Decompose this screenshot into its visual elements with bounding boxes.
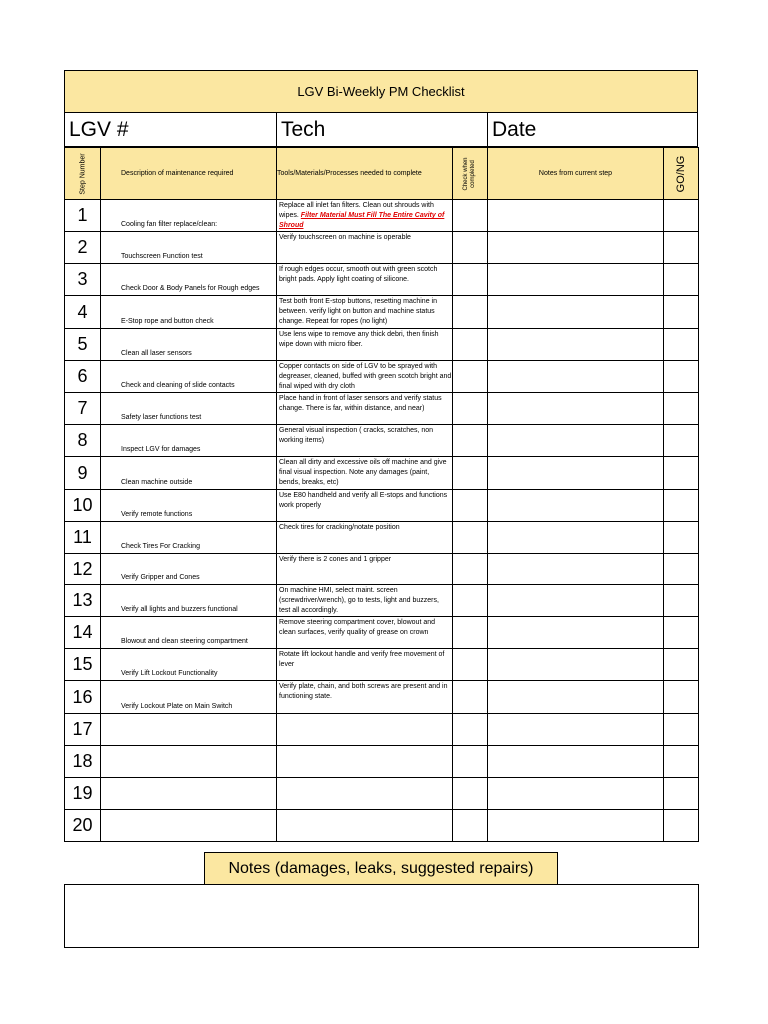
- maintenance-description: Verify remote functions: [101, 490, 277, 522]
- maintenance-description: Check and cleaning of slide contacts: [101, 361, 277, 393]
- checklist-row: [65, 329, 699, 361]
- tools-procedure: [277, 585, 453, 617]
- tools-text: Test both front E-stop buttons, resetting machine in between. verify light on button and machine status change. Repeat for ropes (no light): [279, 298, 437, 325]
- tools-procedure: [277, 522, 453, 554]
- notes-section-title: Notes (damages, leaks, suggested repairs): [204, 852, 558, 884]
- tools-procedure: [277, 232, 453, 264]
- step-notes-field[interactable]: [488, 329, 664, 361]
- step-number: 10: [65, 490, 101, 522]
- step-number: 12: [65, 554, 101, 585]
- checklist-row: [65, 490, 699, 522]
- column-header-row: [65, 148, 699, 200]
- checklist-row: [65, 778, 699, 810]
- tools-procedure: [277, 746, 453, 778]
- completed-checkbox[interactable]: [453, 746, 488, 778]
- tools-text: General visual inspection ( cracks, scratches, non working items): [279, 427, 434, 444]
- maintenance-description: Blowout and clean steering compartment: [101, 617, 277, 649]
- tools-text: Verify there is 2 cones and 1 gripper: [279, 556, 392, 563]
- checklist-row: [65, 393, 699, 425]
- completed-checkbox[interactable]: [453, 522, 488, 554]
- tools-procedure: [277, 329, 453, 361]
- maintenance-description: Verify Lift Lockout Functionality: [101, 649, 277, 681]
- step-number: 16: [65, 681, 101, 714]
- go-ng-field[interactable]: [664, 296, 699, 329]
- tools-procedure: [277, 296, 453, 329]
- checklist-row: [65, 264, 699, 296]
- tools-procedure: [277, 490, 453, 522]
- step-number: 2: [65, 232, 101, 264]
- checklist-row: [65, 296, 699, 329]
- completed-checkbox[interactable]: [453, 778, 488, 810]
- tools-procedure: [277, 649, 453, 681]
- step-number: 9: [65, 457, 101, 490]
- completed-checkbox[interactable]: [453, 264, 488, 296]
- checklist-row: [65, 522, 699, 554]
- go-ng-field[interactable]: [664, 649, 699, 681]
- maintenance-description: Safety laser functions test: [101, 393, 277, 425]
- step-number: 4: [65, 296, 101, 329]
- go-ng-field[interactable]: [664, 232, 699, 264]
- checklist-row: [65, 681, 699, 714]
- step-notes-field[interactable]: [488, 393, 664, 425]
- step-notes-field[interactable]: [488, 746, 664, 778]
- tools-text: Rotate lift lockout handle and verify free movement of lever: [279, 651, 445, 668]
- go-ng-field[interactable]: [664, 554, 699, 585]
- tools-procedure: [277, 457, 453, 490]
- checklist-row: [65, 232, 699, 264]
- step-number: 6: [65, 361, 101, 393]
- step-notes-field[interactable]: [488, 585, 664, 617]
- step-number: 19: [65, 778, 101, 810]
- checklist-row: [65, 714, 699, 746]
- date-field[interactable]: Date: [492, 117, 537, 141]
- tools-text: Remove steering compartment cover, blowout and clean surfaces, verify quality of grease on crown: [279, 619, 436, 636]
- checklist-row: [65, 617, 699, 649]
- maintenance-description: E-Stop rope and button check: [101, 296, 277, 329]
- tools-procedure: [277, 681, 453, 714]
- tools-text: Clean all dirty and excessive oils off machine and give final visual inspection. Note any damages (paint, bends, breaks, etc): [279, 459, 447, 486]
- checklist-title: LGV Bi-Weekly PM Checklist: [64, 70, 698, 113]
- completed-checkbox[interactable]: [453, 714, 488, 746]
- maintenance-description: Verify all lights and buzzers functional: [101, 585, 277, 617]
- lgv-number-field[interactable]: LGV #: [65, 113, 277, 146]
- checklist-row: [65, 554, 699, 585]
- tools-procedure: [277, 264, 453, 296]
- completed-checkbox[interactable]: [453, 554, 488, 585]
- completed-checkbox[interactable]: [453, 617, 488, 649]
- go-ng-field[interactable]: [664, 681, 699, 714]
- tools-text: Use lens wipe to remove any thick debri, then finish wipe down with micro fiber.: [279, 331, 439, 348]
- checklist-row: [65, 200, 699, 232]
- gong-header: GO/NG: [664, 148, 699, 200]
- checklist-row: [65, 457, 699, 490]
- step-number: 17: [65, 714, 101, 746]
- go-ng-field[interactable]: [664, 714, 699, 746]
- step-number-header: Step Number: [65, 148, 101, 200]
- step-notes-field[interactable]: [488, 264, 664, 296]
- completed-checkbox[interactable]: [453, 457, 488, 490]
- step-notes-field[interactable]: [488, 714, 664, 746]
- step-notes-field[interactable]: [488, 425, 664, 457]
- maintenance-description: Clean machine outside: [101, 457, 277, 490]
- maintenance-description: Cooling fan filter replace/clean:: [101, 200, 277, 232]
- step-notes-field[interactable]: [488, 490, 664, 522]
- go-ng-field[interactable]: [664, 746, 699, 778]
- maintenance-description: [101, 746, 277, 778]
- maintenance-description: [101, 778, 277, 810]
- step-number: 5: [65, 329, 101, 361]
- step-notes-field[interactable]: [488, 361, 664, 393]
- tools-procedure: [277, 617, 453, 649]
- step-notes-field[interactable]: [488, 681, 664, 714]
- maintenance-description: Check Tires For Cracking: [101, 522, 277, 554]
- step-number: 13: [65, 585, 101, 617]
- tools-procedure: [277, 778, 453, 810]
- go-ng-field[interactable]: [664, 329, 699, 361]
- maintenance-description: Verify Gripper and Cones: [101, 554, 277, 585]
- completed-checkbox[interactable]: [453, 200, 488, 232]
- tools-text: Check tires for cracking/notate position: [279, 524, 400, 531]
- check-header: Check when completed: [453, 148, 488, 200]
- completed-checkbox[interactable]: [453, 232, 488, 264]
- tools-text: Replace all inlet fan filters. Clean out shrouds with wipes.: [279, 202, 434, 219]
- go-ng-field[interactable]: [664, 778, 699, 810]
- tools-text: Place hand in front of laser sensors and verify status change. There is far, within distance, and near): [279, 395, 442, 412]
- completed-checkbox[interactable]: [453, 296, 488, 329]
- description-header: Description of maintenance required: [101, 148, 277, 200]
- tools-text: If rough edges occur, smooth out with green scotch bright pads. Apply light coating of silicone.: [279, 266, 438, 283]
- step-notes-field[interactable]: [488, 649, 664, 681]
- maintenance-description: Clean all laser sensors: [101, 329, 277, 361]
- step-number: 14: [65, 617, 101, 649]
- tech-field[interactable]: Tech: [277, 113, 488, 146]
- checklist-row: [65, 425, 699, 457]
- go-ng-field[interactable]: [664, 490, 699, 522]
- tools-text: On machine HMI, select maint. screen (screwdriver/wrench), go to tests, light and buzzers, test all accordingly.: [279, 587, 439, 614]
- completed-checkbox[interactable]: [453, 490, 488, 522]
- maintenance-description: [101, 714, 277, 746]
- notes-textarea[interactable]: [64, 884, 699, 948]
- tools-text: Copper contacts on side of LGV to be sprayed with degreaser, cleaned, buffed with green scotch bright and final wiped with dry cloth: [279, 363, 452, 390]
- step-notes-field[interactable]: [488, 522, 664, 554]
- tools-procedure: [277, 425, 453, 457]
- step-notes-field[interactable]: [488, 554, 664, 585]
- completed-checkbox[interactable]: [453, 329, 488, 361]
- step-notes-field[interactable]: [488, 810, 664, 842]
- maintenance-description: Verify Lockout Plate on Main Switch: [101, 681, 277, 714]
- go-ng-field[interactable]: [664, 522, 699, 554]
- maintenance-description: [101, 810, 277, 842]
- go-ng-field[interactable]: [664, 200, 699, 232]
- step-notes-field[interactable]: [488, 200, 664, 232]
- checklist-row: [65, 361, 699, 393]
- step-notes-field[interactable]: [488, 617, 664, 649]
- step-notes-field[interactable]: [488, 232, 664, 264]
- completed-checkbox[interactable]: [453, 649, 488, 681]
- notes-header: Notes from current step: [488, 148, 664, 200]
- maintenance-description: Inspect LGV for damages: [101, 425, 277, 457]
- tools-procedure: [277, 810, 453, 842]
- tools-procedure: [277, 554, 453, 585]
- checklist-row: [65, 746, 699, 778]
- go-ng-field[interactable]: [664, 361, 699, 393]
- checklist-row: [65, 810, 699, 842]
- tools-text: Use E80 handheld and verify all E-stops and functions work properly: [279, 492, 448, 509]
- tools-procedure: [277, 714, 453, 746]
- go-ng-field[interactable]: [664, 585, 699, 617]
- tools-text: Verify plate, chain, and both screws are present and in functioning state.: [279, 683, 448, 700]
- completed-checkbox[interactable]: [453, 425, 488, 457]
- step-number: 15: [65, 649, 101, 681]
- step-number: 20: [65, 810, 101, 842]
- step-number: 7: [65, 393, 101, 425]
- checklist-table: [64, 147, 699, 842]
- maintenance-description: Touchscreen Function test: [101, 232, 277, 264]
- tools-procedure: [277, 200, 453, 232]
- tools-text: Verify touchscreen on machine is operable: [279, 234, 411, 241]
- step-notes-field[interactable]: [488, 778, 664, 810]
- tools-header: Tools/Materials/Processes needed to complete: [277, 148, 453, 200]
- go-ng-field[interactable]: [664, 425, 699, 457]
- step-number: 8: [65, 425, 101, 457]
- maintenance-description: Check Door & Body Panels for Rough edges: [101, 264, 277, 296]
- step-number: 3: [65, 264, 101, 296]
- completed-checkbox[interactable]: [453, 361, 488, 393]
- step-number: 1: [65, 200, 101, 232]
- tools-procedure: [277, 393, 453, 425]
- tools-warning-text: Filter Material Must Fill The Entire Cavity of Shroud: [279, 212, 445, 229]
- checklist-row: [65, 649, 699, 681]
- go-ng-field[interactable]: [664, 457, 699, 490]
- go-ng-field[interactable]: [664, 393, 699, 425]
- info-header-row: [64, 113, 698, 147]
- completed-checkbox[interactable]: [453, 810, 488, 842]
- completed-checkbox[interactable]: [453, 585, 488, 617]
- tools-procedure: [277, 361, 453, 393]
- go-ng-field[interactable]: [664, 617, 699, 649]
- go-ng-field[interactable]: [664, 264, 699, 296]
- step-notes-field[interactable]: [488, 296, 664, 329]
- go-ng-field[interactable]: [664, 810, 699, 842]
- completed-checkbox[interactable]: [453, 681, 488, 714]
- step-notes-field[interactable]: [488, 457, 664, 490]
- step-number: 18: [65, 746, 101, 778]
- step-number: 11: [65, 522, 101, 554]
- completed-checkbox[interactable]: [453, 393, 488, 425]
- checklist-row: [65, 585, 699, 617]
